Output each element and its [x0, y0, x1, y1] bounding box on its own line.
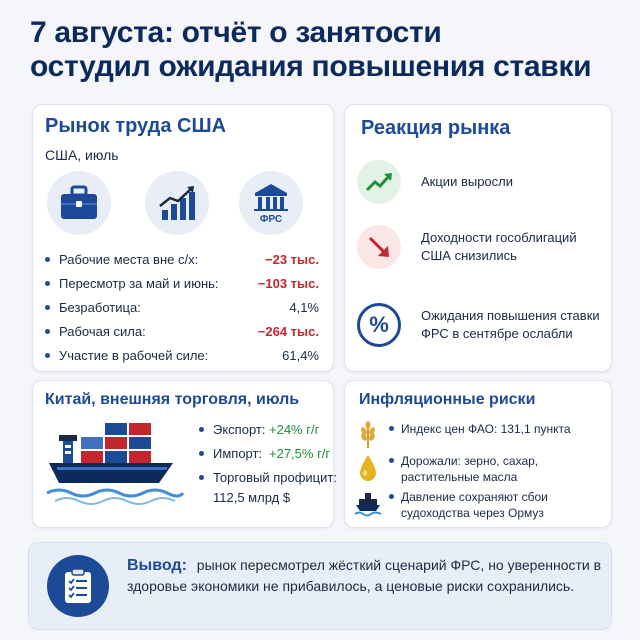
stat-label: Рабочие места вне с/х:	[59, 251, 199, 267]
us-labor-subtitle: США, июль	[45, 147, 119, 163]
stat-row	[45, 247, 325, 271]
inflation-item	[353, 421, 609, 449]
market-item	[357, 219, 607, 275]
fed-label: ФРС	[259, 214, 283, 225]
bullet	[389, 458, 394, 463]
fed-building-icon	[239, 171, 303, 235]
stat-value: 61,4%	[282, 347, 319, 363]
bullet	[389, 426, 394, 431]
oil-drop-icon	[353, 453, 383, 483]
market-item-text: Доходности гособлигаций США снизились	[421, 230, 577, 263]
stat-label: Безработица:	[59, 299, 141, 315]
cargo-ship-icon	[45, 421, 185, 512]
china-trade-card	[32, 380, 337, 528]
china-export-row	[199, 421, 331, 439]
stat-row	[45, 271, 325, 295]
page-title-line-2: остудил ожидания повышения ставки	[30, 50, 592, 83]
stat-label: Пересмотр за май и июнь:	[59, 275, 219, 291]
china-trade-list	[199, 421, 337, 513]
bullet	[199, 451, 204, 456]
inflation-risks-title: Инфляционные риски	[359, 391, 536, 408]
inflation-item-text: Давление сохраняют сбои судоходства через Ормуз	[401, 490, 548, 520]
china-surplus-row	[199, 469, 337, 507]
inflation-item	[353, 453, 609, 485]
page-title	[30, 16, 620, 84]
bullet	[45, 281, 50, 286]
percent-icon: %	[357, 303, 401, 347]
inflation-item	[353, 489, 609, 521]
conclusion-text-block	[127, 555, 607, 597]
conclusion-card	[28, 542, 612, 630]
trend-up-icon	[357, 160, 401, 204]
cargo-ship-icon	[353, 489, 383, 517]
bullet	[389, 494, 394, 499]
market-reaction-title: Реакция рынка	[361, 117, 511, 139]
china-import-row	[199, 445, 331, 463]
china-import-value: +27,5% г/г	[269, 446, 331, 461]
china-trade-title: Китай, внешняя торговля, июль	[45, 391, 300, 408]
bullet	[45, 353, 50, 358]
china-export-label: Экспорт:	[213, 422, 266, 437]
stat-value: −103 тыс.	[257, 275, 319, 291]
conclusion-text: рынок пересмотрел жёсткий сценарий ФРС, но уверенности в здоровье экономики не прибавилось, а ценовые риски сохранились.	[127, 557, 602, 594]
china-export-value: +24% г/г	[269, 422, 320, 437]
us-labor-title: Рынок труда США	[45, 115, 227, 137]
stat-row	[45, 319, 325, 343]
stat-value: 4,1%	[289, 299, 319, 315]
market-item-text: Акции выросли	[421, 174, 513, 189]
bullet	[45, 257, 50, 262]
briefcase-icon	[47, 171, 111, 235]
market-item	[357, 157, 607, 207]
inflation-item-text: Индекс цен ФАО: 131,1 пункта	[401, 422, 571, 436]
market-reaction-card	[344, 104, 612, 372]
market-item-text: Ожидания повышения ставки ФРС в сентябре ослабли	[421, 308, 600, 341]
china-surplus-label: Торговый профицит:	[213, 470, 337, 485]
stat-label: Участие в рабочей силе:	[59, 347, 209, 363]
stat-value: −23 тыс.	[265, 251, 319, 267]
bullet	[45, 305, 50, 310]
wheat-icon	[353, 421, 383, 449]
inflation-risks-card	[344, 380, 612, 528]
conclusion-heading: Вывод:	[127, 557, 187, 574]
stat-row	[45, 295, 325, 319]
stat-row	[45, 343, 325, 367]
stat-label: Рабочая сила:	[59, 323, 146, 339]
clipboard-checklist-icon	[47, 555, 109, 617]
bullet	[45, 329, 50, 334]
inflation-item-text: Дорожали: зерно, сахар, растительные масла	[401, 454, 539, 484]
us-labor-stats	[45, 247, 325, 367]
trend-down-icon	[357, 225, 401, 269]
market-item	[357, 293, 607, 357]
stat-value: −264 тыс.	[257, 323, 319, 339]
growth-chart-icon	[145, 171, 209, 235]
bullet	[199, 427, 204, 432]
china-surplus-value: 112,5 млрд $	[213, 490, 291, 505]
page-title-line-1: 7 августа: отчёт о занятости	[30, 16, 442, 49]
china-import-label: Импорт:	[213, 446, 263, 461]
bullet	[199, 475, 204, 480]
us-labor-card	[32, 104, 334, 372]
